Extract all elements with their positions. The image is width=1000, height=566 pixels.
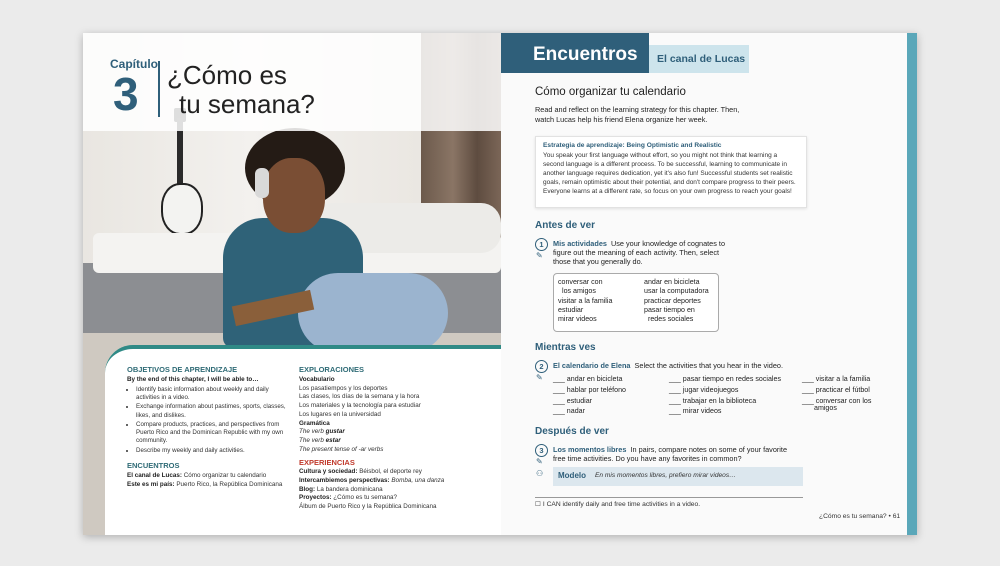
list-item: usar la computadora [644, 287, 709, 296]
grammar-prefix: The verb [299, 436, 326, 444]
activity-1-text: Use your knowledge of cognates to [611, 239, 725, 248]
page-footer: ¿Cómo es tu semana? • 61 [819, 513, 901, 520]
page-intro: Read and reflect on the learning strategy for this chapter. Then, watch Lucas help his friend Elena organize her week. [535, 105, 740, 124]
book-spread [83, 33, 917, 535]
checklist-col1 [553, 374, 668, 417]
grammar-item [299, 446, 489, 455]
experiencias-line [299, 486, 489, 495]
objectives-heading: OBJETIVOS DE APRENDIZAJE [127, 365, 238, 374]
experiencias-label: Intercambiemos perspectivas: [299, 477, 390, 485]
list-item: visitar a la familia [558, 296, 613, 305]
activity-bank [553, 273, 719, 332]
modelo-text: En mis momentos libres, prefiero mirar videos… [595, 472, 736, 479]
modelo-label: Modelo [558, 471, 586, 480]
activity-bank-col1 [558, 278, 636, 324]
mientras-heading: Mientras ves [535, 342, 596, 353]
activity-1-line2: figure out the meaning of each activity. Then, select [553, 248, 720, 257]
video-icon: ✎ [536, 373, 543, 382]
list-item: practicar deportes [644, 296, 701, 305]
experiencias-text: ¿Cómo es tu semana? [333, 494, 397, 502]
experiencias-line: Álbum de Puerto Rico y la República Dominicana [299, 503, 437, 511]
list-item[interactable]: ___ nadar [553, 407, 585, 416]
experiencias-text: Bomba, una danza [391, 477, 445, 485]
list-item[interactable]: ___ jugar videojuegos [669, 385, 739, 394]
despues-heading: Después de ver [535, 426, 609, 437]
list-item: andar en bicicleta [644, 278, 700, 286]
section-tab-label: Encuentros [533, 44, 638, 65]
list-item[interactable]: ___ trabajar en la biblioteca [669, 396, 757, 405]
activity-bank-col2 [644, 278, 718, 324]
list-item[interactable]: ___ hablar por teléfono [553, 385, 626, 394]
vocab-item: Los lugares en la universidad [299, 410, 381, 418]
grammar-word: estar [325, 436, 341, 444]
headphones-icon [255, 168, 269, 198]
checklist-col3 [802, 374, 902, 414]
experiencias-text: La bandera dominicana [316, 485, 383, 493]
experiencias-label: Proyectos: [299, 494, 332, 502]
right-page [501, 33, 917, 535]
gramatica-heading: Gramática [299, 419, 330, 427]
activity-3-title: Los momentos libres [553, 445, 627, 454]
left-page [83, 33, 501, 535]
pair-icon: ✎ [536, 251, 543, 260]
experiencias-line [299, 494, 489, 503]
grammar-prefix: The present tense of [299, 445, 359, 453]
chapter-title-line2: tu semana? [179, 89, 315, 119]
people-icon: ⚇ [536, 469, 544, 478]
objectives-intro: By the end of this chapter, I will be able to… [127, 376, 259, 383]
grammar-word: gustar [325, 428, 345, 436]
chapter-number: 3 [113, 68, 139, 120]
encuentros-heading: ENCUENTROS [127, 461, 180, 471]
objectives-list [127, 386, 287, 455]
activity-number: 3 [535, 444, 548, 457]
experiencias-heading: EXPERIENCIAS [299, 458, 355, 468]
list-item: • Compare products, practices, and perspectives from Puerto Rico and the Dominican Republic with my own community. [136, 421, 287, 446]
activity-3-line2: free time activities. Do you have any favorites in common? [553, 454, 742, 463]
section-tab [501, 33, 649, 73]
experiencias-text: Béisbol, el deporte rey [359, 468, 422, 476]
activity-3-text: In pairs, compare notes on some of your favorite [630, 445, 788, 454]
list-item: • Describe my weekly and daily activities. [136, 447, 287, 455]
encuentros-line-2-text: Puerto Rico, la República Dominicana [176, 480, 283, 488]
checklist-col2 [669, 374, 801, 417]
list-item: conversar con [558, 278, 603, 286]
page-edge-stripe [907, 33, 917, 535]
experiencias-label: Blog: [299, 485, 316, 493]
vocabulario-heading: Vocabulario [299, 376, 335, 383]
strategy-title: Estrategia de aprendizaje: Being Optimistic and Realistic [543, 142, 722, 149]
activity-2-line [553, 361, 783, 371]
list-item[interactable]: ___ andar en bicicleta [553, 375, 623, 383]
list-item[interactable]: ___ conversar con los [802, 396, 872, 405]
strategy-body: You speak your first language without effort, so you might not think that learning a second language is a different process. To be successful, learning to communicate in another language requires dedication, yet it's also fun! Successful students set realistic goals, remain optimistic about their potential, and don't compare progress to their peers. Everyone learns at a different rate, so focus on your own progress to reach your goals! [543, 152, 796, 195]
encuentros-line-2 [127, 481, 287, 490]
subsection-tab: El canal de Lucas [649, 45, 749, 73]
list-item: estudiar [558, 305, 584, 314]
list-item[interactable]: ___ visitar a la familia [802, 375, 871, 383]
strategy-box [535, 136, 807, 208]
list-item: • Exchange information about pastimes, sports, classes, likes, and dislikes. [136, 403, 287, 420]
activity-2-title: El calendario de Elena [553, 361, 631, 370]
encuentros-line-1-label: El canal de Lucas: [127, 472, 182, 480]
experiencias-line [299, 477, 489, 486]
student-jeans [298, 273, 448, 353]
list-item[interactable]: ___ practicar el fútbol [802, 385, 870, 394]
grammar-item [299, 437, 489, 446]
grammar-word: -ar verbs [358, 445, 384, 453]
exploraciones-column [299, 365, 489, 512]
encuentros-line-1 [127, 472, 287, 481]
activity-2-text: Select the activities that you hear in the video. [634, 361, 783, 370]
experiencias-line [299, 468, 489, 477]
list-item: amigos [814, 404, 837, 413]
experiencias-label: Cultura y sociedad: [299, 468, 358, 476]
grammar-prefix: The verb [299, 428, 326, 436]
encuentros-line-1-text: Cómo organizar tu calendario [183, 472, 267, 480]
activity-number: 2 [535, 360, 548, 373]
vocab-item: Los materiales y la tecnología para estudiar [299, 402, 421, 410]
encuentros-line-2-label: Este es mi país: [127, 480, 175, 488]
list-item: pasar tiempo en [644, 305, 695, 314]
activity-1-title: Mis actividades [553, 239, 607, 248]
guitar-body [161, 183, 203, 235]
modelo-box [553, 467, 803, 486]
divider [535, 497, 803, 498]
list-item[interactable]: ___ mirar videos [669, 407, 722, 416]
objectives-column [127, 365, 287, 489]
i-can-statement[interactable]: ☐ I CAN identify daily and free time activities in a video. [535, 501, 701, 508]
student-face [263, 158, 325, 233]
chapter-divider [158, 61, 160, 117]
exploraciones-heading: EXPLORACIONES [299, 365, 365, 374]
list-item[interactable]: ___ estudiar [553, 396, 593, 405]
grammar-item [299, 428, 489, 437]
list-item: mirar videos [558, 315, 597, 324]
list-item: • Identify basic information about weekly and daily activities in a video. [136, 386, 287, 403]
chapter-title-line1: ¿Cómo es [167, 60, 287, 90]
activity-1-line3: those that you generally do. [553, 257, 643, 266]
list-item[interactable]: ___ pasar tiempo en redes sociales [669, 375, 781, 383]
vocab-item: Los pasatiempos y los deportes [299, 384, 388, 392]
list-item: los amigos [562, 287, 596, 296]
pair-icon: ✎ [536, 457, 543, 466]
activity-number: 1 [535, 238, 548, 251]
chapter-label: Capítulo [110, 57, 158, 71]
page-heading: Cómo organizar tu calendario [535, 86, 686, 98]
list-item: redes sociales [648, 315, 694, 324]
vocab-item: Las clases, los días de la semana y la hora [299, 393, 420, 401]
antes-heading: Antes de ver [535, 220, 596, 231]
objectives-panel [105, 345, 501, 535]
